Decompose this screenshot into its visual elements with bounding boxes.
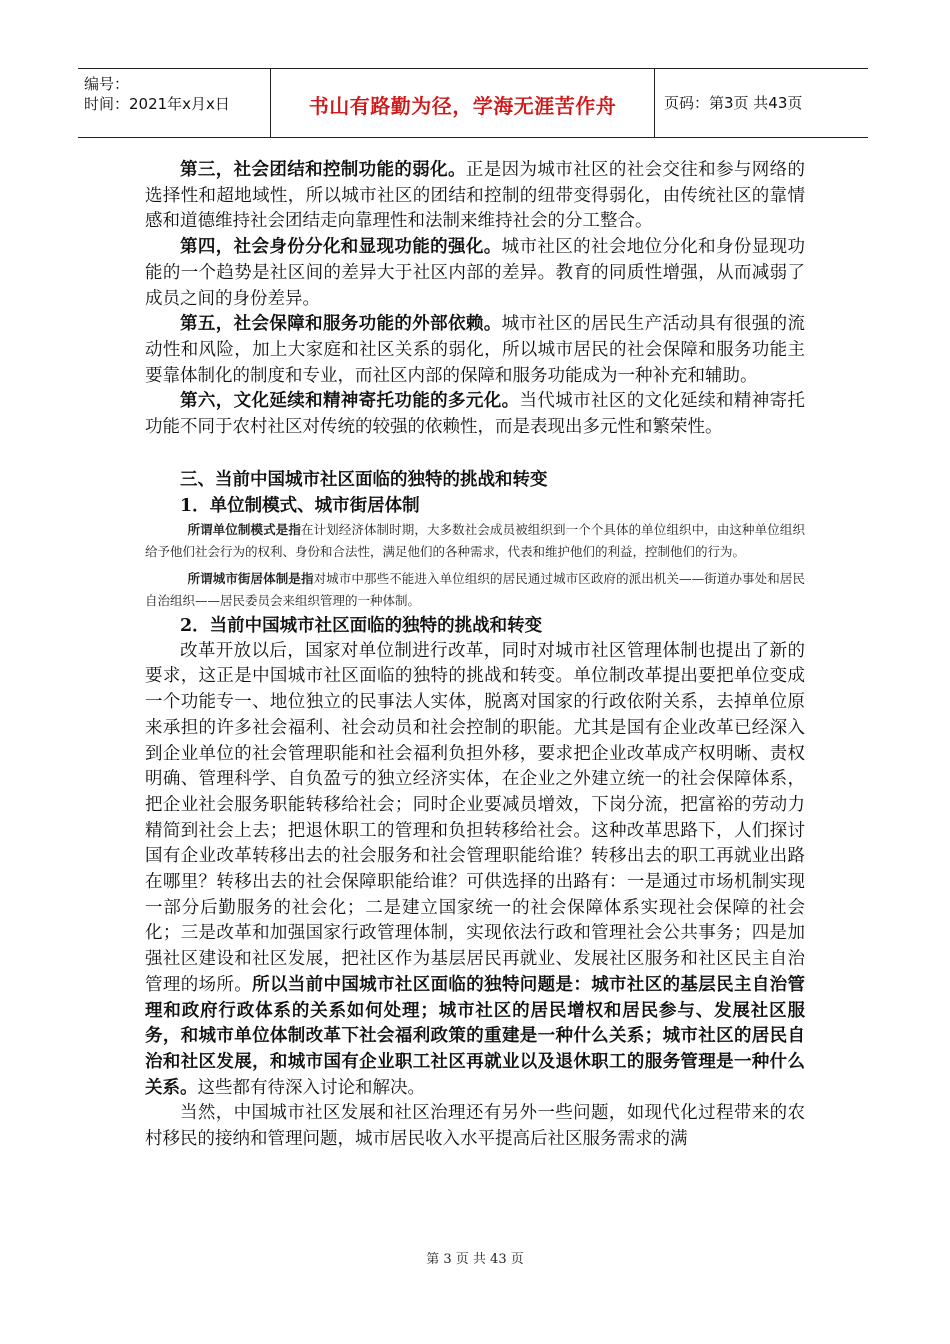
paragraph-fourth xyxy=(145,235,805,312)
paragraph-emphasis: 所以当前中国城市社区面临的独特问题是：城市社区的基层民主自治管理和政府行政体系的关系如何处理；城市社区的居民增权和居民参与、发展社区服务，和城市单位体制改革下社会福利政策的重建是一种什么关系；城市社区的居民自治和社区发展，和城市国有企业职工社区再就业以及退休职工的服务管理是一种什么关系。 xyxy=(145,974,806,1098)
subsection-title-2: 2．当前中国城市社区面临的独特的挑战和转变 xyxy=(180,615,543,636)
time-label: 时间：2021年x月x日 xyxy=(84,95,230,113)
header-meta xyxy=(84,74,230,114)
paragraph-fifth xyxy=(145,312,805,389)
paragraph-text: 改革开放以后，国家对单位制进行改革，同时对城市社区管理体制也提出了新的要求，这正是中国城市社区面临的独特的挑战和转变。单位制改革提出要把单位变成一个功能专一、地位独立的民事法人实体，脱离对国家的行政依附关系，去掉单位原来承担的许多社会福利、社会动员和社会控制的职能。尤其是国有企业改革已经深入到企业单位的社会管理职能和社会福利负担外移，要求把企业改革成产权明晰、责权明确、管理科学、自负盈亏的独立经济实体，在企业之外建立统一的社会保障体系，把企业社会服务职能转移给社会；同时企业要减员增效，下岗分流，把富裕的劳动力精简到社会上去；把退休职工的管理和负担转移给社会。这种改革思路下，人们探讨国有企业改革转移出去的社会服务和社会管理职能给谁？转移出去的职工再就业出路在哪里？转移出去的社会保障职能给谁？可供选择的出路有：一是通过市场机制实现一部分后勤服务的社会化；二是建立国家统一的社会保障体系实现社会保障的社会化；三是改革和加强国家行政管理体制，实现依法行政和管理社会公共事务；四是加强社区建设和社区发展，把社区作为基层居民再就业、发展社区服务和社区民主自治管理的场所。 xyxy=(145,640,805,995)
header-top-rule xyxy=(78,68,868,69)
header-motto: 书山有路勤为径，学海无涯苦作舟 xyxy=(308,94,617,118)
paragraph-lead: 第六，文化延续和精神寄托功能的多元化。 xyxy=(180,391,520,412)
paragraph-reform xyxy=(145,639,805,1102)
paragraph-text: 正是因为城市社区的社会交往和参与网络的选择性和超地域性，所以城市社区的团结和控制的纽带变得弱化，由传统社区的靠情感和道德维持社会团结走向靠理性和法制来维持社会的分工整合。 xyxy=(145,160,806,232)
page-header xyxy=(78,68,868,138)
definition-text: 在计划经济体制时期，大多数社会成员被组织到一个个具体的单位组织中，由这种单位组织给予他们社会行为的权利、身份和合法性，满足他们的各种需求，代表和维护他们的利益，控制他们的行为。 xyxy=(145,521,805,560)
paragraph-lead: 第五，社会保障和服务功能的外部依赖。 xyxy=(180,314,502,335)
paragraph-last: 当然，中国城市社区发展和社区治理还有另外一些问题，如现代化过程带来的农村移民的接纳和管理问题，城市居民收入水平提高后社区服务需求的满 xyxy=(145,1103,805,1150)
section-title: 三、当前中国城市社区面临的独特的挑战和转变 xyxy=(180,469,548,490)
definition-jieju xyxy=(145,568,805,613)
paragraph-text: 城市社区的社会地位分化和身份显现功能的一个趋势是社区间的差异大于社区内部的差异。教育的同质性增强，从而减弱了成员之间的身份差异。 xyxy=(145,237,806,309)
page-body xyxy=(145,158,805,1153)
paragraph-lead: 第三，社会团结和控制功能的弱化。 xyxy=(180,160,466,180)
number-label: 编号： xyxy=(84,75,130,93)
paragraph-text: 城市社区的居民生产活动具有很强的流动性和风险，加上大家庭和社区关系的弱化，所以城市居民的社会保障和服务功能主要靠体制化的制度和专业，而社区内部的保障和服务功能成为一种补充和辅助。 xyxy=(145,314,806,386)
definition-danwei xyxy=(145,519,805,564)
paragraph-sixth xyxy=(145,389,805,440)
definition-term: 所谓城市街居体制是指 xyxy=(187,570,314,586)
paragraph-third xyxy=(145,158,805,235)
header-bottom-rule xyxy=(78,137,868,138)
subsection-title-1: 1．单位制模式、城市街居体制 xyxy=(180,495,420,516)
paragraph-text: 这些都有待深入讨论和解决。 xyxy=(197,1077,425,1098)
header-divider xyxy=(654,68,655,138)
definition-term: 所谓单位制模式是指 xyxy=(187,521,301,537)
section-gap xyxy=(145,441,805,467)
page-footer: 第 3 页 共 43 页 xyxy=(426,1252,524,1267)
paragraph-lead: 第四，社会身份分化和显现功能的强化。 xyxy=(180,237,502,258)
header-page-info: 页码：第3页 共43页 xyxy=(664,94,803,112)
definition-text: 对城市中那些不能进入单位组织的居民通过城市区政府的派出机关——街道办事处和居民自治组织——居民委员会来组织管理的一种体制。 xyxy=(145,570,805,609)
paragraph-text: 当代城市社区的文化延续和精神寄托功能不同于农村社区对传统的较强的依赖性，而是表现出多元性和繁荣性。 xyxy=(145,391,805,438)
